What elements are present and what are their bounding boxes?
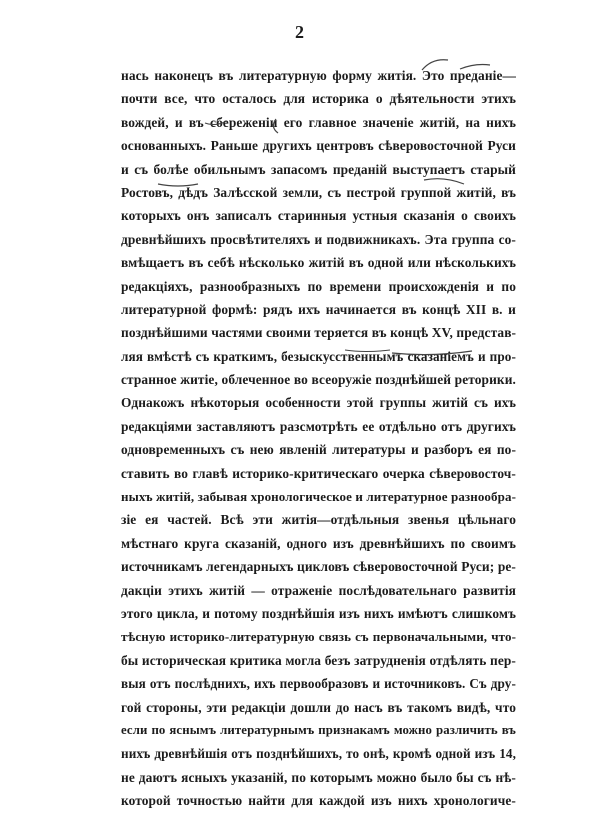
page-number: 2 (295, 22, 305, 42)
text-line: редакціяхъ, разнообразныхъ по времени происхожденія и по (121, 278, 516, 294)
text-line: Ростовъ, дѣдъ Залѣсской земли, съ пестрой группой житій, въ (121, 184, 516, 200)
text-line: вождей, и въ сбереженіи его главное значеніе житій, на нихъ (121, 114, 516, 130)
text-line: тѣсную историко-литературную связь съ первоначальными, что- (121, 629, 516, 645)
text-line: странное житіе, облеченное во всеоружіе позднѣйшей реторики. (121, 372, 516, 388)
text-line: древнѣйшихъ просвѣтителяхъ и подвижникахъ. Эта группа со- (121, 231, 516, 247)
text-line: которой точностью найти для каждой изъ нихъ хронологиче- (121, 793, 516, 809)
text-line: этого цикла, и потому позднѣйшія изъ нихъ имѣютъ слишкомъ (121, 605, 516, 621)
text-line: почти все, что осталось для историка о дѣятельности этихъ (121, 91, 516, 107)
text-line: нихъ древнѣйшія отъ позднѣйшихъ, то онѣ, кромѣ одной изъ 14, (121, 746, 516, 762)
text-line: если по яснымъ литературнымъ признакамъ можно различить въ (121, 722, 516, 737)
text-line: основанныхъ. Раньше другихъ центровъ сѣверовосточной Руси (121, 138, 516, 154)
text-line: литературной формѣ: рядъ ихъ начинается въ концѣ XII в. и (121, 301, 516, 317)
text-line: зіе ея частей. Всѣ эти житія—отдѣльныя звенья цѣльнаго (121, 512, 516, 528)
text-line: ставить во главѣ историко-критическаго очерка сѣверовосточ- (121, 465, 516, 481)
text-line: дакціи этихъ житій — отраженіе послѣдовательнаго развитія (121, 582, 516, 598)
text-line: ляя вмѣстѣ съ краткимъ, безыскусственнымъ сказаніемъ и про- (121, 348, 516, 364)
text-line: ныхъ житій, забывая хронологическое и литературное разнообра- (121, 489, 516, 505)
text-line: редакціями заставляютъ разсмотрѣть ее отдѣльно отъ другихъ (121, 418, 516, 434)
text-line: гой стороны, эти редакціи дошли до насъ въ такомъ видѣ, что (121, 699, 516, 715)
text-line: нась наконецъ въ литературную форму житія. Это преданіе— (121, 68, 516, 83)
text-line: бы историческая критика могла безъ затрудненія отдѣлять пер- (121, 652, 516, 668)
body-text (121, 64, 516, 813)
text-line: которыхъ онъ записалъ старинныя устныя сказанія о своихъ (121, 208, 516, 224)
text-line: и съ болѣе обильнымъ запасомъ преданій выступаетъ старый (121, 161, 516, 177)
text-line: источникамъ легендарныхъ цикловъ сѣверовосточной Руси; ре- (121, 559, 516, 575)
text-line: позднѣйшими частями своими теряется въ концѣ XV, представ- (121, 325, 517, 341)
text-line: одновременныхъ съ нею явленій литературы и разборъ ея по- (121, 442, 516, 458)
text-line: не даютъ ясныхъ указаній, по которымъ можно было бы съ нѣ- (121, 769, 516, 785)
text-line: мѣстнаго круга сказаній, одного изъ древнѣйшихъ по своимъ (121, 535, 516, 551)
text-line: выя отъ послѣднихъ, ихъ первообразовъ и источниковъ. Съ дру- (121, 676, 516, 692)
text-line: вмѣщаетъ въ себѣ нѣсколько житій въ одной или нѣсколькихъ (121, 255, 516, 271)
text-line: Однакожъ нѣкоторыя особенности этой группы житій съ ихъ (121, 395, 516, 411)
